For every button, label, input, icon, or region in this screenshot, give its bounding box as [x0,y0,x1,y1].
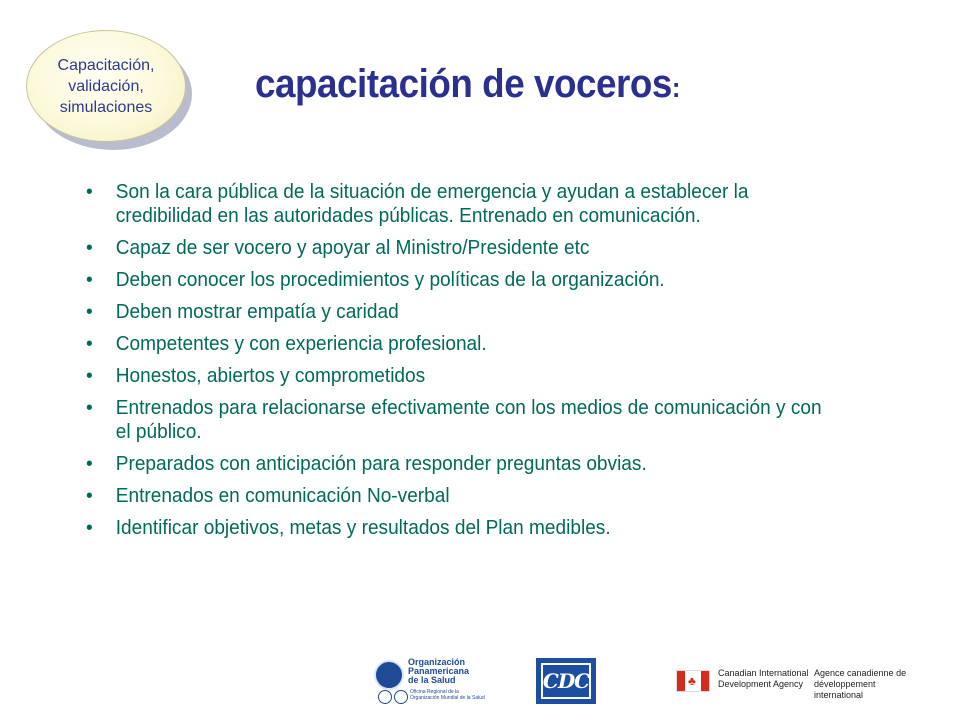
paho-subtitle-line-1: Oficina Regional de la [410,689,459,695]
badge-line-3: simulaciones [59,98,153,116]
cdc-logo-text: CDC [541,663,591,699]
bullet-marker: • [86,364,93,387]
canada-flag-icon: ♣ [676,670,710,692]
list-item-text: Entrenados para relacionarse efectivamente con los medios de comunicación y con el público. [115,396,822,443]
paho-subtitle [410,689,490,701]
list-item [86,396,830,444]
paho-subtitle-line-2: Organización Mundial de la Salud [410,695,485,701]
cida-english: Canadian International Development Agency [718,668,809,689]
paho-name [408,658,469,685]
list-item-text: Identificar objetivos, metas y resultados del Plan medibles. [115,516,611,539]
bullet-marker: • [86,484,93,507]
list-item-text: Deben mostrar empatía y caridad [115,300,399,323]
paho-name-line-1: Organización [408,657,466,667]
list-item [86,268,830,292]
list-item [86,332,830,356]
bullet-marker: • [86,268,93,291]
list-item-text: Son la cara pública de la situación de emergencia y ayudan a establecer la credibilidad en las autoridades públicas. Entrenado en comunicación. [115,180,749,227]
list-item-text: Preparados con anticipación para responder preguntas obvias. [115,452,647,475]
list-item-text: Deben conocer los procedimientos y políticas de la organización. [115,268,665,291]
bullet-marker: • [86,516,93,539]
list-item [86,484,830,508]
list-item [86,180,830,228]
bullet-marker: • [86,452,93,475]
footer-logos [0,650,960,710]
list-item-text: Competentes y con experiencia profesional. [115,332,487,355]
paho-globe-icon [374,660,404,690]
paho-name-line-3: de la Salud [408,675,456,685]
page-title [255,62,680,107]
list-item [86,452,830,476]
list-item [86,516,830,540]
list-item-text: Entrenados en comunicación No-verbal [115,484,450,507]
badge-line-2: validación, [68,77,144,95]
bullet-marker: • [86,300,93,323]
list-item [86,300,830,324]
list-item [86,236,830,260]
bullet-marker: • [86,396,93,419]
cida-logo [676,668,916,700]
section-badge [26,30,186,142]
bullet-list [86,180,886,548]
page-title-colon: : [671,72,681,103]
badge-line-1: Capacitación, [57,56,155,74]
cida-french: Agence canadienne de développement international [814,668,907,700]
who-emblem-icon [378,690,392,704]
paho-logo [374,656,486,704]
bullet-marker: • [86,332,93,355]
un-emblem-icon [394,690,408,704]
list-item-text: Capaz de ser vocero y apoyar al Ministro/Presidente etc [115,236,590,259]
bullet-marker: • [86,180,93,203]
paho-name-line-2: Panamericana [408,666,470,676]
bullet-marker: • [86,236,93,259]
page-title-text: capacitación de voceros [255,62,672,106]
list-item [86,364,830,388]
list-item-text: Honestos, abiertos y comprometidos [115,364,426,387]
cdc-logo [536,658,596,704]
